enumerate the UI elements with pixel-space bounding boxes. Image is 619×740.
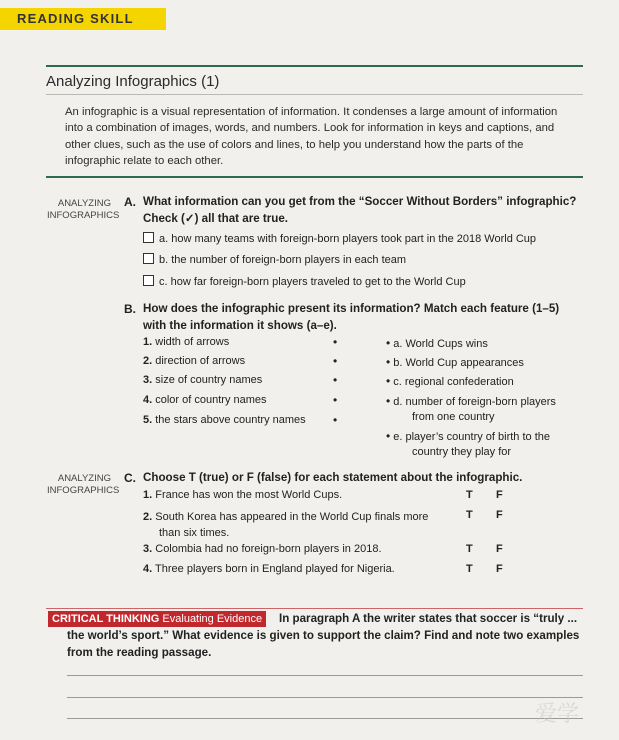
match-dot-right[interactable]: •	[386, 336, 391, 350]
feature-number: 4.	[143, 394, 153, 406]
side-label-line: ANALYZING	[57, 473, 111, 484]
side-label-line: ANALYZING	[57, 198, 111, 209]
checkbox[interactable]	[143, 253, 154, 264]
match-dot-right[interactable]: •	[386, 355, 391, 369]
watermark: 爱学	[534, 701, 579, 726]
critical-text-line2: the world’s sport.” What evidence is given to support the claim? Find and note two examples	[67, 629, 580, 642]
answer-text-continued: from one country	[412, 411, 495, 423]
answer-text: a. World Cups wins	[393, 338, 488, 350]
match-dot-left[interactable]: •	[333, 335, 338, 349]
false-choice[interactable]: F	[496, 509, 503, 521]
reading-skill-tag: READING SKILL	[0, 8, 166, 30]
exercise-b-letter: B.	[124, 302, 136, 316]
answer-item	[386, 355, 524, 369]
top-rule	[46, 65, 583, 67]
critical-thinking-label	[48, 611, 266, 627]
option-c[interactable]	[143, 275, 466, 288]
statement-number: 1.	[143, 489, 153, 501]
feature-text: direction of arrows	[155, 355, 246, 367]
exercise-c-question: Choose T (true) or F (false) for each statement about the infographic.	[143, 471, 523, 484]
feature-number: 5.	[143, 414, 153, 426]
question-line: with the information it shows (a–e).	[143, 319, 337, 332]
statement-text: Three players born in England played for Nigeria.	[155, 563, 395, 575]
statement-item	[143, 509, 428, 541]
true-choice[interactable]: T	[466, 563, 473, 575]
question-line: What information can you get from the “Soccer Without Borders” infographic?	[143, 195, 577, 208]
section-rule	[46, 176, 583, 178]
side-label-line: INFOGRAPHICS	[47, 485, 120, 496]
question-line: How does the infographic present its information? Match each feature (1–5)	[143, 302, 560, 315]
true-choice[interactable]: T	[466, 489, 473, 501]
false-choice[interactable]: F	[496, 563, 503, 575]
feature-item	[143, 394, 267, 406]
answer-text: b. World Cup appearances	[393, 357, 524, 369]
feature-number: 3.	[143, 374, 153, 386]
feature-text: width of arrows	[155, 336, 230, 348]
feature-item	[143, 336, 229, 348]
feature-text: color of country names	[155, 394, 267, 406]
option-label: c. how far foreign-born players traveled to get to the World Cup	[159, 276, 466, 288]
false-choice[interactable]: F	[496, 489, 503, 501]
option-b[interactable]	[143, 253, 406, 266]
checkbox[interactable]	[143, 232, 154, 243]
answer-line[interactable]	[67, 697, 583, 698]
feature-number: 2.	[143, 355, 153, 367]
match-dot-left[interactable]: •	[333, 393, 338, 407]
statement-text: South Korea has appeared in the World Cup finals more	[155, 511, 429, 523]
feature-item	[143, 414, 306, 426]
skill-intro: An infographic is a visual representation of information. It condenses a large amount of information into a combination of images, words, and numbers. Look for information in keys and captions, and other clues, such as the use of colors and lines, to help you understand how the parts of the infographic relate to each other.	[65, 106, 558, 168]
answer-text: d. number of foreign-born players	[393, 396, 556, 408]
answer-item	[386, 336, 488, 350]
feature-number: 1.	[143, 336, 153, 348]
statement-item	[143, 563, 395, 575]
checkbox[interactable]	[143, 275, 154, 286]
exercise-c-side-label	[47, 473, 120, 497]
feature-text: size of country names	[155, 374, 263, 386]
option-label: a. how many teams with foreign-born players took part in the 2018 World Cup	[159, 233, 537, 245]
exercise-a-letter: A.	[124, 195, 136, 209]
statement-text: Colombia had no foreign-born players in 2018.	[155, 543, 382, 555]
option-label: b. the number of foreign-born players in each team	[159, 254, 407, 266]
statement-text-continued: than six times.	[159, 527, 230, 539]
match-dot-left[interactable]: •	[333, 354, 338, 368]
match-dot-left[interactable]: •	[333, 373, 338, 387]
true-choice[interactable]: T	[466, 509, 473, 521]
skill-title: Analyzing Infographics (1)	[46, 73, 220, 90]
answer-text-continued: country they play for	[412, 446, 512, 458]
match-dot-right[interactable]: •	[386, 374, 391, 388]
answer-text: c. regional confederation	[393, 376, 514, 388]
statement-item	[143, 543, 382, 555]
match-dot-right[interactable]: •	[386, 429, 391, 443]
critical-label-bold: CRITICAL THINKING	[52, 613, 160, 625]
answer-text: e. player’s country of birth to the	[393, 431, 550, 443]
critical-text-line1: In paragraph A the writer states that soccer is “truly ...	[279, 612, 578, 625]
feature-text: the stars above country names	[155, 414, 306, 426]
statement-number: 4.	[143, 563, 153, 575]
answer-line[interactable]	[67, 718, 583, 719]
statement-number: 3.	[143, 543, 153, 555]
side-label-line: INFOGRAPHICS	[47, 210, 120, 221]
statement-item	[143, 489, 342, 501]
option-a[interactable]	[143, 232, 536, 245]
critical-label-sub: Evaluating Evidence	[162, 613, 263, 625]
exercise-c-letter: C.	[124, 471, 136, 485]
match-dot-left[interactable]: •	[333, 413, 338, 427]
question-line: Check (✓) all that are true.	[143, 212, 289, 225]
critical-rule	[46, 608, 583, 609]
false-choice[interactable]: F	[496, 543, 503, 555]
answer-item	[386, 394, 556, 425]
exercise-b-question	[143, 300, 559, 334]
exercise-a-question	[143, 193, 576, 227]
critical-text-line3: from the reading passage.	[67, 646, 212, 659]
match-dot-right[interactable]: •	[386, 394, 391, 408]
answer-item	[386, 429, 550, 460]
title-divider	[46, 94, 583, 95]
answer-line[interactable]	[67, 675, 583, 676]
statement-number: 2.	[143, 511, 153, 523]
answer-item	[386, 374, 514, 388]
statement-text: France has won the most World Cups.	[155, 489, 343, 501]
true-choice[interactable]: T	[466, 543, 473, 555]
feature-item	[143, 355, 245, 367]
exercise-a-side-label	[47, 198, 120, 222]
feature-item	[143, 374, 262, 386]
